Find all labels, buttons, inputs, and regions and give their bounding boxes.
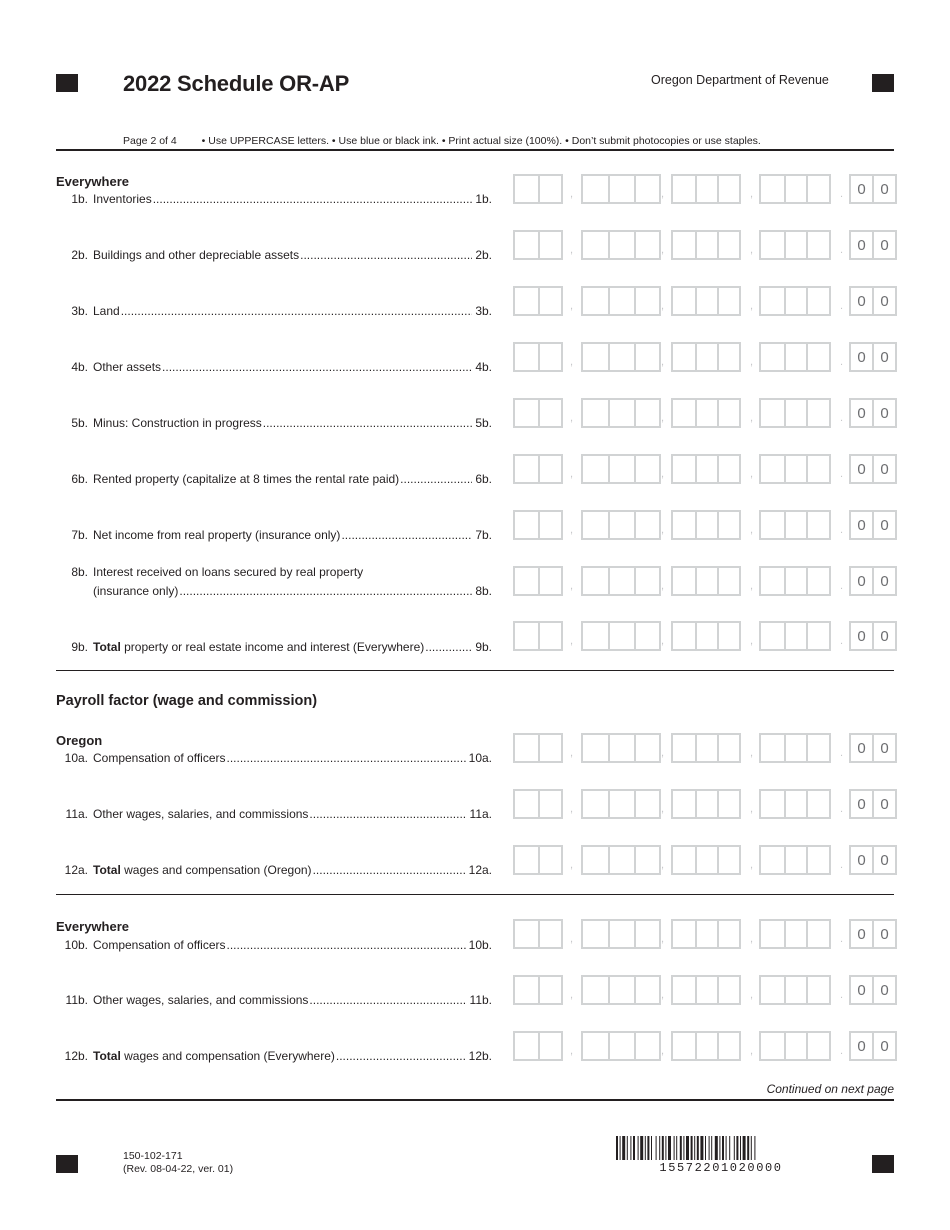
line-1b bbox=[56, 190, 492, 209]
line-12b bbox=[56, 1047, 492, 1066]
thousands-separator: , bbox=[570, 635, 574, 647]
decimal-separator: . bbox=[840, 524, 844, 536]
line-description: Inventories bbox=[93, 192, 152, 206]
registration-mark-top-right bbox=[872, 74, 894, 92]
thousands-separator: , bbox=[661, 747, 665, 759]
digit-group[interactable] bbox=[513, 230, 563, 260]
amount-field-12b[interactable] bbox=[513, 1031, 897, 1061]
cents-digit: 0 bbox=[857, 1037, 866, 1055]
decimal-separator: . bbox=[840, 933, 844, 945]
thousands-separator: , bbox=[570, 524, 574, 536]
thousands-separator: , bbox=[661, 635, 665, 647]
section-heading-everywhere-payroll: Everywhere bbox=[56, 919, 129, 934]
digit-group[interactable] bbox=[513, 919, 563, 949]
section-heading-oregon: Oregon bbox=[56, 733, 103, 748]
digit-group[interactable] bbox=[581, 621, 661, 651]
thousands-separator: , bbox=[661, 933, 665, 945]
cents-digit: 0 bbox=[872, 977, 895, 1003]
decimal-separator: . bbox=[840, 580, 844, 592]
cents-field[interactable] bbox=[849, 286, 897, 316]
line-reference: 2b. bbox=[475, 248, 492, 262]
cents-digit: 0 bbox=[857, 348, 866, 366]
digit-group[interactable] bbox=[581, 566, 661, 596]
cents-field[interactable] bbox=[849, 1031, 897, 1061]
cents-field[interactable] bbox=[849, 454, 897, 484]
cents-digit: 0 bbox=[857, 851, 866, 869]
line-6b bbox=[56, 470, 492, 489]
digit-group[interactable] bbox=[581, 454, 661, 484]
barcode-image bbox=[616, 1136, 826, 1160]
thousands-separator: , bbox=[570, 1045, 574, 1057]
thousands-separator: , bbox=[661, 524, 665, 536]
decimal-separator: . bbox=[840, 300, 844, 312]
line-reference: 11a. bbox=[469, 807, 492, 821]
agency-name: Oregon Department of Revenue bbox=[651, 73, 829, 87]
cents-digit: 0 bbox=[857, 627, 866, 645]
digit-group[interactable] bbox=[581, 174, 661, 204]
line-number: 7b. bbox=[71, 528, 88, 542]
line-reference: 7b. bbox=[475, 528, 492, 542]
thousands-separator: , bbox=[661, 859, 665, 871]
line-number: 11b. bbox=[65, 993, 88, 1007]
digit-group[interactable] bbox=[581, 286, 661, 316]
digit-group[interactable] bbox=[513, 975, 563, 1005]
cents-field[interactable] bbox=[849, 733, 897, 763]
digit-group[interactable] bbox=[671, 510, 741, 540]
digit-group[interactable] bbox=[671, 789, 741, 819]
line-7b bbox=[56, 526, 492, 545]
instructions-bar bbox=[123, 135, 761, 147]
line-11a bbox=[56, 805, 492, 824]
digit-group[interactable] bbox=[759, 286, 831, 316]
thousands-separator: , bbox=[750, 356, 754, 368]
line-description: wages and compensation (Oregon) bbox=[120, 863, 312, 877]
digit-group[interactable] bbox=[759, 1031, 831, 1061]
form-revision: (Rev. 08-04-22, ver. 01) bbox=[123, 1163, 234, 1175]
decimal-separator: . bbox=[840, 244, 844, 256]
thousands-separator: , bbox=[661, 412, 665, 424]
amount-field-6b[interactable] bbox=[513, 454, 897, 484]
cents-digit: 0 bbox=[872, 847, 895, 873]
thousands-separator: , bbox=[570, 803, 574, 815]
amount-field-11a[interactable] bbox=[513, 789, 897, 819]
line-reference: 8b. bbox=[475, 584, 492, 598]
digit-group[interactable] bbox=[671, 454, 741, 484]
line-description: Compensation of officers bbox=[93, 938, 226, 952]
cents-digit: 0 bbox=[872, 921, 895, 947]
form-number: 150-102-171 bbox=[123, 1150, 183, 1162]
cents-digit: 0 bbox=[857, 925, 866, 943]
decimal-separator: . bbox=[840, 989, 844, 1001]
digit-group[interactable] bbox=[759, 621, 831, 651]
line-3b bbox=[56, 302, 492, 321]
line-bold-label: Total bbox=[93, 640, 121, 654]
line-description: Minus: Construction in progress bbox=[93, 416, 262, 430]
thousands-separator: , bbox=[661, 803, 665, 815]
line-description: Rented property (capitalize at 8 times the rental rate paid) bbox=[93, 472, 400, 486]
digit-group[interactable] bbox=[671, 845, 741, 875]
digit-group[interactable] bbox=[671, 733, 741, 763]
decimal-separator: . bbox=[840, 635, 844, 647]
cents-digit: 0 bbox=[872, 232, 895, 258]
cents-field[interactable] bbox=[849, 919, 897, 949]
cents-digit: 0 bbox=[872, 735, 895, 761]
decimal-separator: . bbox=[840, 1045, 844, 1057]
digit-group[interactable] bbox=[671, 398, 741, 428]
thousands-separator: , bbox=[661, 188, 665, 200]
amount-field-3b[interactable] bbox=[513, 286, 897, 316]
line-11b bbox=[56, 991, 492, 1010]
cents-digit: 0 bbox=[857, 981, 866, 999]
thousands-separator: , bbox=[750, 803, 754, 815]
thousands-separator: , bbox=[570, 859, 574, 871]
form-number-block bbox=[123, 1150, 233, 1176]
thousands-separator: , bbox=[570, 244, 574, 256]
digit-group[interactable] bbox=[581, 789, 661, 819]
line-description: Interest received on loans secured by real property bbox=[93, 565, 364, 579]
digit-group[interactable] bbox=[581, 733, 661, 763]
thousands-separator: , bbox=[750, 468, 754, 480]
line-description: Other wages, salaries, and commissions bbox=[93, 807, 309, 821]
decimal-separator: . bbox=[840, 188, 844, 200]
line-8b bbox=[56, 563, 492, 601]
digit-group[interactable] bbox=[581, 919, 661, 949]
digit-group[interactable] bbox=[513, 566, 563, 596]
registration-mark-bottom-right bbox=[872, 1155, 894, 1173]
digit-group[interactable] bbox=[671, 1031, 741, 1061]
digit-group[interactable] bbox=[581, 398, 661, 428]
cents-digit: 0 bbox=[857, 292, 866, 310]
cents-digit: 0 bbox=[872, 512, 895, 538]
thousands-separator: , bbox=[750, 580, 754, 592]
line-description: Other wages, salaries, and commissions bbox=[93, 993, 309, 1007]
line-number: 9b. bbox=[71, 640, 88, 654]
digit-group[interactable] bbox=[581, 230, 661, 260]
thousands-separator: , bbox=[661, 244, 665, 256]
digit-group[interactable] bbox=[759, 919, 831, 949]
digit-group[interactable] bbox=[513, 621, 563, 651]
cents-digit: 0 bbox=[857, 460, 866, 478]
thousands-separator: , bbox=[750, 412, 754, 424]
cents-field[interactable] bbox=[849, 174, 897, 204]
registration-mark-top-left bbox=[56, 74, 78, 92]
digit-group[interactable] bbox=[513, 454, 563, 484]
line-10b bbox=[56, 936, 492, 955]
footer-rule bbox=[56, 1099, 894, 1101]
line-12a bbox=[56, 861, 492, 880]
amount-field-11b[interactable] bbox=[513, 975, 897, 1005]
cents-field[interactable] bbox=[849, 621, 897, 651]
decimal-separator: . bbox=[840, 356, 844, 368]
line-number: 6b. bbox=[71, 472, 88, 486]
amount-field-12a[interactable] bbox=[513, 845, 897, 875]
cents-digit: 0 bbox=[857, 180, 866, 198]
decimal-separator: . bbox=[840, 412, 844, 424]
line-10a bbox=[56, 749, 492, 768]
line-description: Buildings and other depreciable assets bbox=[93, 248, 300, 262]
digit-group[interactable] bbox=[671, 621, 741, 651]
thousands-separator: , bbox=[570, 747, 574, 759]
line-reference: 9b. bbox=[475, 640, 492, 654]
digit-group[interactable] bbox=[671, 174, 741, 204]
thousands-separator: , bbox=[750, 989, 754, 1001]
cents-digit: 0 bbox=[872, 344, 895, 370]
line-description: Net income from real property (insurance only) bbox=[93, 528, 341, 542]
line-reference: 10a. bbox=[468, 751, 492, 765]
amount-field-8b[interactable] bbox=[513, 566, 897, 596]
line-number: 12b. bbox=[64, 1049, 88, 1063]
cents-digit: 0 bbox=[857, 404, 866, 422]
cents-digit: 0 bbox=[857, 795, 866, 813]
amount-field-1b[interactable] bbox=[513, 174, 897, 204]
cents-field[interactable] bbox=[849, 975, 897, 1005]
digit-group[interactable] bbox=[581, 975, 661, 1005]
section-divider bbox=[56, 670, 894, 671]
digit-group[interactable] bbox=[513, 286, 563, 316]
digit-group[interactable] bbox=[759, 454, 831, 484]
thousands-separator: , bbox=[750, 747, 754, 759]
amount-field-2b[interactable] bbox=[513, 230, 897, 260]
line-description-continued: (insurance only) bbox=[93, 584, 179, 598]
digit-group[interactable] bbox=[581, 1031, 661, 1061]
digit-group[interactable] bbox=[671, 975, 741, 1005]
thousands-separator: , bbox=[750, 933, 754, 945]
line-description: wages and compensation (Everywhere) bbox=[120, 1049, 335, 1063]
digit-group[interactable] bbox=[671, 919, 741, 949]
digit-group[interactable] bbox=[513, 789, 563, 819]
thousands-separator: , bbox=[661, 1045, 665, 1057]
digit-group[interactable] bbox=[513, 733, 563, 763]
digit-group[interactable] bbox=[671, 286, 741, 316]
registration-mark-bottom-left bbox=[56, 1155, 78, 1173]
amount-field-4b[interactable] bbox=[513, 342, 897, 372]
digit-group[interactable] bbox=[759, 975, 831, 1005]
digit-group[interactable] bbox=[759, 789, 831, 819]
cents-digit: 0 bbox=[857, 572, 866, 590]
thousands-separator: , bbox=[570, 989, 574, 1001]
digit-group[interactable] bbox=[759, 398, 831, 428]
line-number: 4b. bbox=[71, 360, 88, 374]
amount-field-9b[interactable] bbox=[513, 621, 897, 651]
cents-digit: 0 bbox=[872, 288, 895, 314]
amount-field-10b[interactable] bbox=[513, 919, 897, 949]
cents-digit: 0 bbox=[872, 176, 895, 202]
cents-digit: 0 bbox=[857, 739, 866, 757]
decimal-separator: . bbox=[840, 468, 844, 480]
line-9b bbox=[56, 638, 492, 657]
line-reference: 11b. bbox=[469, 993, 492, 1007]
cents-field[interactable] bbox=[849, 230, 897, 260]
digit-group[interactable] bbox=[759, 845, 831, 875]
line-bold-label: Total bbox=[93, 863, 121, 877]
line-bold-label: Total bbox=[93, 1049, 121, 1063]
decimal-separator: . bbox=[840, 859, 844, 871]
digit-group[interactable] bbox=[513, 845, 563, 875]
thousands-separator: , bbox=[750, 635, 754, 647]
digit-group[interactable] bbox=[759, 342, 831, 372]
digit-group[interactable] bbox=[513, 510, 563, 540]
amount-field-10a[interactable] bbox=[513, 733, 897, 763]
digit-group[interactable] bbox=[513, 398, 563, 428]
thousands-separator: , bbox=[570, 468, 574, 480]
thousands-separator: , bbox=[661, 989, 665, 1001]
digit-group[interactable] bbox=[513, 342, 563, 372]
digit-group[interactable] bbox=[671, 342, 741, 372]
form-title: 2022 Schedule OR-AP bbox=[123, 71, 350, 96]
thousands-separator: , bbox=[750, 1045, 754, 1057]
page-number: Page 2 of 4 bbox=[123, 135, 177, 147]
thousands-separator: , bbox=[750, 524, 754, 536]
line-number: 8b. bbox=[71, 565, 88, 579]
section-heading-everywhere: Everywhere bbox=[56, 174, 129, 189]
digit-group[interactable] bbox=[759, 230, 831, 260]
cents-digit: 0 bbox=[857, 236, 866, 254]
line-description: Other assets bbox=[93, 360, 162, 374]
section-divider bbox=[56, 894, 894, 895]
cents-field[interactable] bbox=[849, 510, 897, 540]
digit-group[interactable] bbox=[581, 845, 661, 875]
cents-field[interactable] bbox=[849, 845, 897, 875]
line-5b bbox=[56, 414, 492, 433]
thousands-separator: , bbox=[570, 356, 574, 368]
cents-digit: 0 bbox=[857, 516, 866, 534]
digit-group[interactable] bbox=[759, 733, 831, 763]
digit-group[interactable] bbox=[759, 510, 831, 540]
thousands-separator: , bbox=[661, 468, 665, 480]
thousands-separator: , bbox=[570, 188, 574, 200]
cents-field[interactable] bbox=[849, 789, 897, 819]
amount-field-5b[interactable] bbox=[513, 398, 897, 428]
cents-digit: 0 bbox=[872, 1033, 895, 1059]
cents-digit: 0 bbox=[872, 623, 895, 649]
line-number: 12a. bbox=[64, 863, 88, 877]
digit-group[interactable] bbox=[671, 230, 741, 260]
line-reference: 4b. bbox=[475, 360, 492, 374]
line-description: property or real estate income and interest (Everywhere) bbox=[120, 640, 425, 654]
digit-group[interactable] bbox=[581, 510, 661, 540]
cents-digit: 0 bbox=[872, 400, 895, 426]
line-number: 11a. bbox=[65, 807, 88, 821]
cents-digit: 0 bbox=[872, 791, 895, 817]
section-title-payroll: Payroll factor (wage and commission) bbox=[56, 693, 318, 709]
line-description: Land bbox=[93, 304, 120, 318]
line-reference: 12a. bbox=[468, 863, 492, 877]
thousands-separator: , bbox=[661, 580, 665, 592]
cents-field[interactable] bbox=[849, 398, 897, 428]
thousands-separator: , bbox=[570, 412, 574, 424]
thousands-separator: , bbox=[750, 244, 754, 256]
barcode-number: 15572201020000 bbox=[659, 1161, 783, 1175]
header-rule bbox=[56, 149, 894, 151]
digit-group[interactable] bbox=[671, 566, 741, 596]
cents-field[interactable] bbox=[849, 566, 897, 596]
line-reference: 3b. bbox=[475, 304, 492, 318]
thousands-separator: , bbox=[750, 300, 754, 312]
continued-note: Continued on next page bbox=[766, 1082, 894, 1096]
line-reference: 1b. bbox=[475, 192, 492, 206]
line-description: Compensation of officers bbox=[93, 751, 226, 765]
thousands-separator: , bbox=[661, 356, 665, 368]
thousands-separator: , bbox=[661, 300, 665, 312]
cents-field[interactable] bbox=[849, 342, 897, 372]
line-number: 1b. bbox=[71, 192, 88, 206]
thousands-separator: , bbox=[570, 580, 574, 592]
line-number: 10a. bbox=[64, 751, 88, 765]
line-number: 2b. bbox=[71, 248, 88, 262]
line-number: 3b. bbox=[71, 304, 88, 318]
thousands-separator: , bbox=[570, 300, 574, 312]
line-2b bbox=[56, 246, 492, 265]
decimal-separator: . bbox=[840, 803, 844, 815]
digit-group[interactable] bbox=[759, 174, 831, 204]
digit-group[interactable] bbox=[513, 1031, 563, 1061]
instructions-text: • Use UPPERCASE letters. • Use blue or black ink. • Print actual size (100%). • Don’t submit photocopies or use staples. bbox=[201, 135, 761, 147]
amount-field-7b[interactable] bbox=[513, 510, 897, 540]
line-reference: 10b. bbox=[468, 938, 492, 952]
cents-digit: 0 bbox=[872, 568, 895, 594]
line-4b bbox=[56, 358, 492, 377]
decimal-separator: . bbox=[840, 747, 844, 759]
line-number: 5b. bbox=[71, 416, 88, 430]
thousands-separator: , bbox=[750, 859, 754, 871]
line-reference: 12b. bbox=[468, 1049, 492, 1063]
line-number: 10b. bbox=[64, 938, 88, 952]
thousands-separator: , bbox=[750, 188, 754, 200]
line-reference: 5b. bbox=[475, 416, 492, 430]
digit-group[interactable] bbox=[581, 342, 661, 372]
cents-digit: 0 bbox=[872, 456, 895, 482]
digit-group[interactable] bbox=[513, 174, 563, 204]
thousands-separator: , bbox=[570, 933, 574, 945]
line-reference: 6b. bbox=[475, 472, 492, 486]
digit-group[interactable] bbox=[759, 566, 831, 596]
